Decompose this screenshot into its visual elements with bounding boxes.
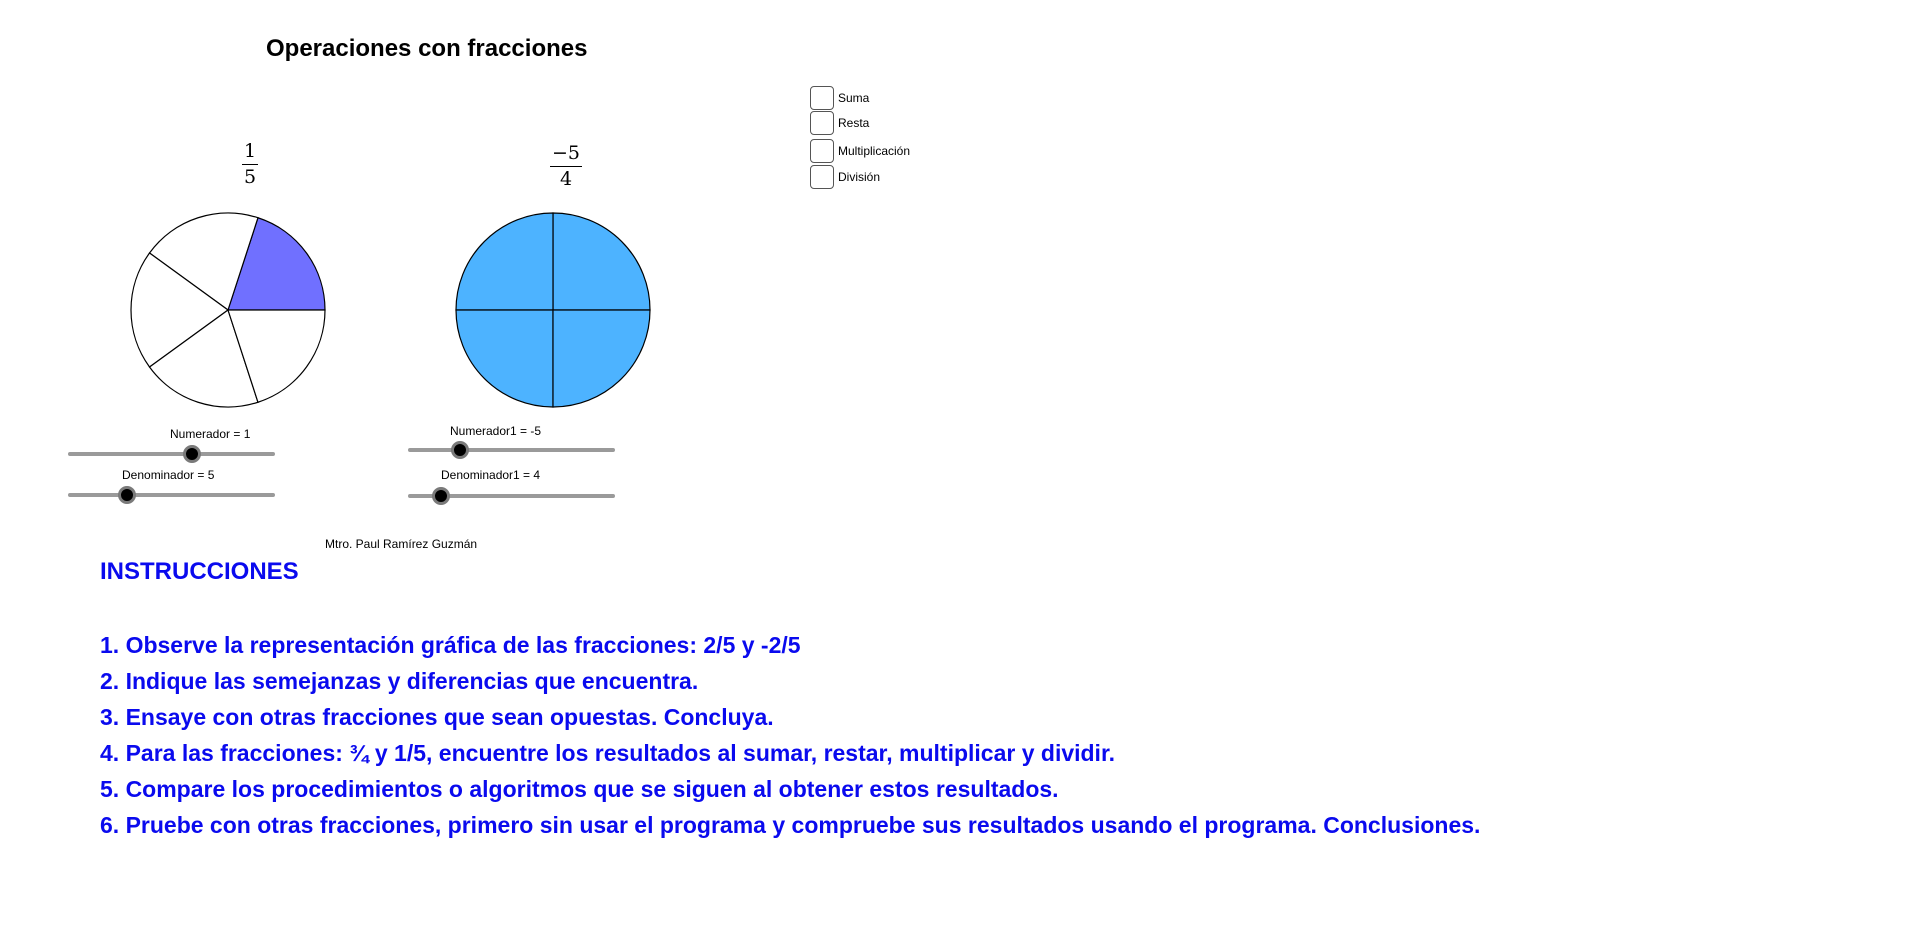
fraction-a-denominator: 5 (244, 166, 257, 188)
numerador-label: Numerador = 1 (170, 427, 251, 441)
checkbox-resta-box[interactable] (810, 111, 834, 135)
fraction-b-slice-4 (553, 310, 650, 407)
fraction-b-slice-3 (456, 310, 553, 407)
checkbox-division-box[interactable] (810, 165, 834, 189)
page-title: Operaciones con fracciones (266, 35, 588, 62)
checkbox-multiplicacion-label[interactable]: Multiplicación (838, 144, 911, 158)
numerador1-label: Numerador1 = -5 (450, 424, 542, 438)
denominador-label: Denominador = 5 (122, 468, 215, 482)
instruction-line: 4. Para las fracciones: ¾ y 1/5, encuentre los resultados al sumar, restar, multiplicar y dividir. (100, 740, 1116, 766)
checkbox-multiplicacion[interactable] (810, 139, 910, 163)
instruction-line: 6. Pruebe con otras fracciones, primero sin usar el programa y compruebe sus resultados usando el programa. Conclusiones. (100, 812, 1481, 838)
fraction-b-slice-2 (456, 213, 553, 310)
instruction-line: 3. Ensaye con otras fracciones que sean opuestas. Concluya. (100, 704, 774, 730)
numerador1-track[interactable] (408, 448, 615, 452)
numerador1-handle[interactable] (451, 441, 469, 459)
numerador-track[interactable] (68, 452, 275, 456)
fraction-b-slice-1 (553, 213, 650, 310)
fraction-a-pie (130, 212, 326, 408)
author-credit: Mtro. Paul Ramírez Guzmán (325, 537, 478, 551)
checkbox-division[interactable] (810, 165, 880, 189)
fraction-a-label (242, 142, 258, 187)
checkbox-suma-label[interactable]: Suma (838, 91, 870, 105)
fraction-b-denominator: 4 (559, 168, 573, 190)
denominador-track[interactable] (68, 493, 275, 497)
checkbox-suma[interactable] (810, 86, 869, 110)
fraction-b-label (550, 144, 582, 189)
checkbox-resta[interactable] (810, 111, 869, 135)
checkbox-multiplicacion-box[interactable] (810, 139, 834, 163)
instruction-line: 1. Observe la representación gráfica de las fracciones: 2/5 y -2/5 (100, 632, 801, 658)
checkbox-resta-label[interactable]: Resta (838, 116, 870, 130)
checkbox-division-label[interactable]: División (838, 170, 881, 184)
fraction-a-numerator: 1 (244, 140, 257, 162)
fraction-b-pie (455, 212, 651, 408)
instructions-heading: INSTRUCCIONES (100, 558, 299, 585)
denominador-handle[interactable] (118, 486, 136, 504)
instruction-line: 5. Compare los procedimientos o algoritmos que se siguen al obtener estos resultados. (100, 776, 1059, 802)
fraction-b-numerator: −5 (552, 142, 581, 164)
numerador-handle[interactable] (183, 445, 201, 463)
denominador1-label: Denominador1 = 4 (441, 468, 541, 482)
checkbox-suma-box[interactable] (810, 86, 834, 110)
denominador1-handle[interactable] (432, 487, 450, 505)
instruction-line: 2. Indique las semejanzas y diferencias que encuentra. (100, 668, 699, 694)
